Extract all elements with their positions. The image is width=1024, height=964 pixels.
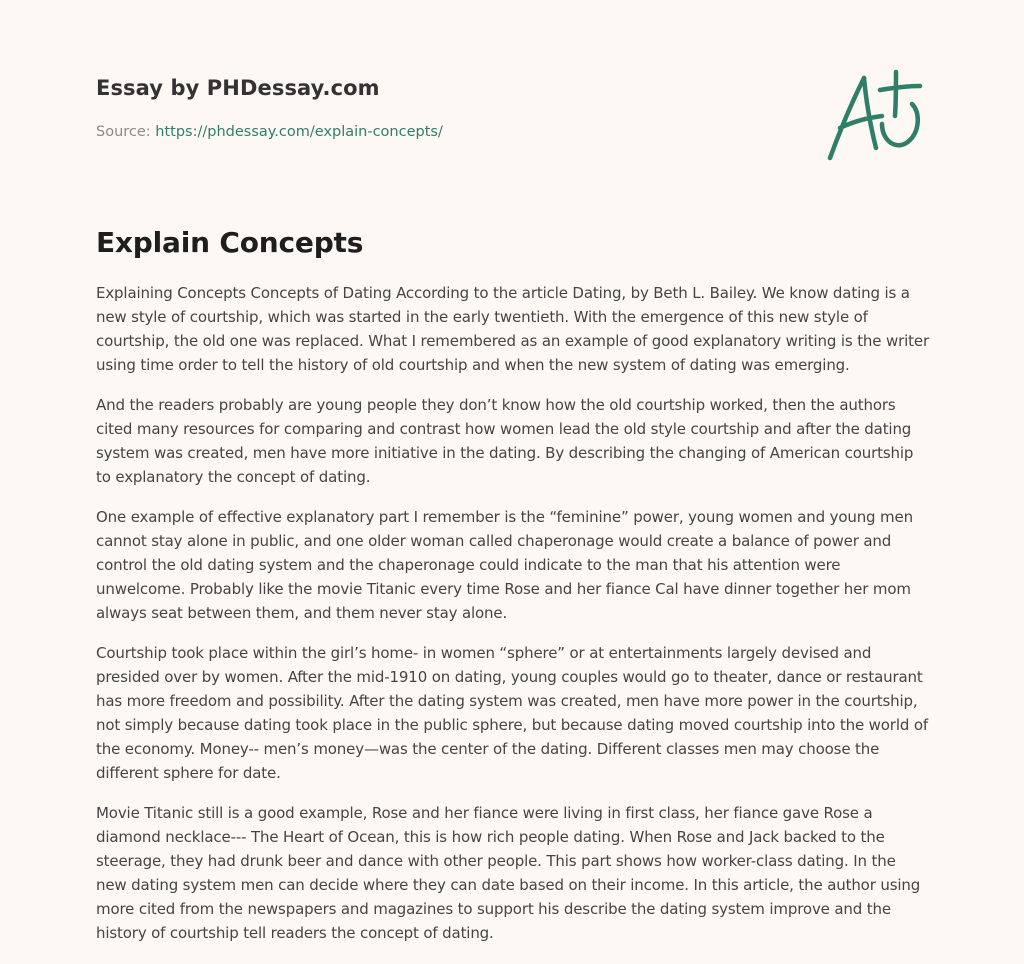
a-plus-logo-icon [820,66,930,166]
essay-content [96,226,930,961]
source-link[interactable]: https://phdessay.com/explain-concepts/ [155,124,443,140]
essay-paragraph: Explaining Concepts Concepts of Dating According to the article Dating, by Beth L. Bailey. We know dating is a new style of courtship, which was started in the early twentieth. With the emergence of this new style of courtship, the old one was replaced. What I remembered as an example of good explanatory writing is the writer using time order to tell the history of old courtship and when the new system of dating was emerging. [96,284,929,374]
essay-paragraph: One example of effective explanatory part I remember is the “feminine” power, young women and young men cannot stay alone in public, and one older woman called chaperonage would create a balance of power and control the old dating system and the chaperonage could indicate to the man that his attention were unwelcome. Probably like the movie Titanic every time Rose and her fiance Cal have dinner together her mom always seat between them, and them never stay alone. [96,508,913,622]
essay-paragraph: Movie Titanic still is a good example, Rose and her fiance were living in first class, her fiance gave Rose a diamond necklace--- The Heart of Ocean, this is how rich people dating. When Rose and Jack backed to the steerage, they had drunk beer and dance with other people. This part shows how worker-class dating. In the new dating system men can decide where they can date based on their income. In this article, the author using more cited from the newspapers and magazines to support his describe the dating system improve and the history of courtship tell readers the concept of dating. [96,804,921,942]
header [96,76,796,140]
source-line [96,124,796,140]
essay-paragraph: And the readers probably are young people they don’t know how the old courtship worked, then the authors cited many resources for comparing and contrast how women lead the old style courtship and after the dating system was created, men have more initiative in the dating. By describing the changing of American courtship to explanatory the concept of dating. [96,396,914,486]
site-title: Essay by PHDessay.com [96,76,380,100]
essay-paragraph: Courtship took place within the girl’s home- in women “sphere” or at entertainments largely devised and presided over by women. After the mid-1910 on dating, young couples would go to theater, dance or restaurant has more freedom and possibility. After the dating system was created, men have more power in the courtship, not simply because dating took place in the public sphere, but because dating moved courtship into the world of the economy. Money-- men’s money—was the center of the dating. Different classes men may choose the different sphere for date. [96,644,928,782]
essay-title: Explain Concepts [96,226,364,259]
source-label: Source: [96,124,156,140]
